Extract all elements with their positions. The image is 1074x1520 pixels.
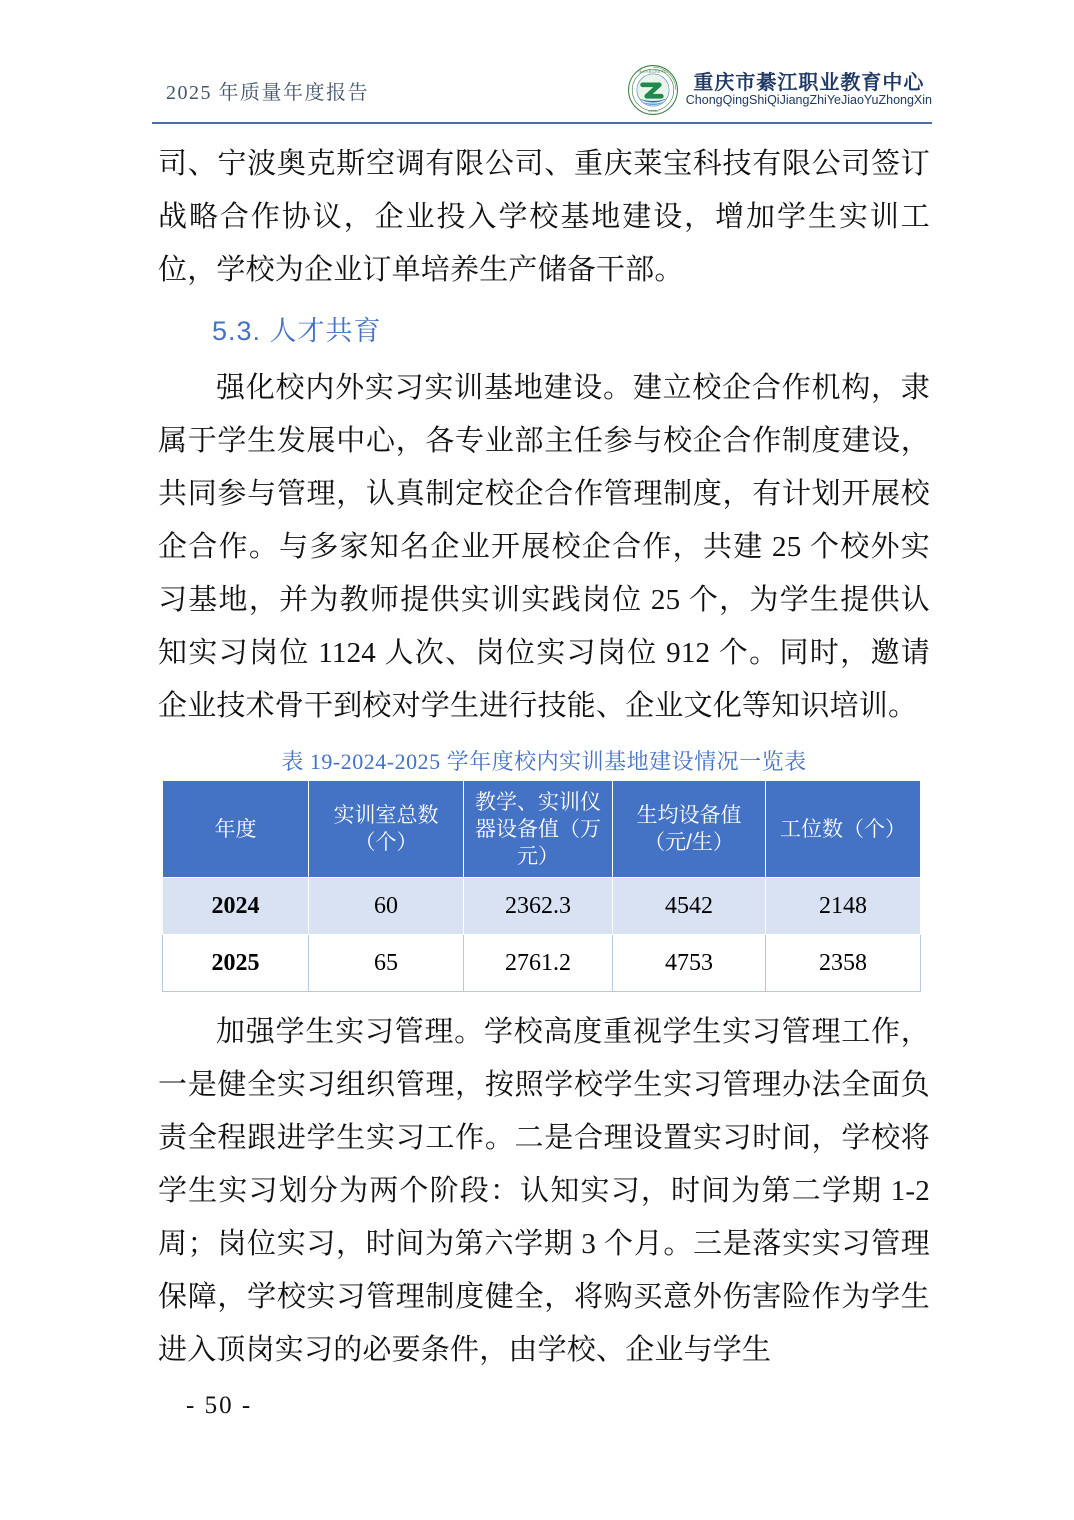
table-header-row bbox=[163, 781, 921, 878]
cell-equipment-value: 2362.3 bbox=[464, 878, 613, 935]
school-name-cn: 重庆市綦江职业教育中心 bbox=[693, 71, 925, 94]
page-number: - 50 - bbox=[186, 1392, 253, 1419]
table-row bbox=[163, 935, 921, 992]
cell-seats: 2148 bbox=[766, 878, 921, 935]
header-report-title: 2025 年质量年度报告 bbox=[166, 82, 369, 104]
svg-text:QIJIANG: QIJIANG bbox=[647, 109, 658, 113]
table-row bbox=[163, 878, 921, 935]
cell-year: 2025 bbox=[163, 935, 309, 992]
training-base-table bbox=[162, 780, 921, 992]
school-emblem-icon bbox=[627, 64, 679, 116]
cell-per-student-value: 4542 bbox=[613, 878, 766, 935]
school-name-pinyin: ChongQingShiQiJiangZhiYeJiaoYuZhongXin bbox=[685, 92, 932, 107]
school-logo bbox=[627, 64, 932, 116]
column-header-seats: 工位数（个） bbox=[766, 781, 921, 878]
cell-year: 2024 bbox=[163, 878, 309, 935]
table-caption: 表 19-2024-2025 学年度校内实训基地建设情况一览表 bbox=[281, 749, 807, 774]
header-divider bbox=[152, 122, 932, 124]
paragraph-internship-management: 加强学生实习管理。学校高度重视学生实习管理工作，一是健全实习组织管理，按照学校学生实习管理办法全面负责全程跟进学生实习工作。二是合理设置实习时间，学校将学生实习划分为两个阶段：认知实习，时间为第二学期 1-2 周；岗位实习，时间为第六学期 3 个月。三是落实实习管理保障，学校实习管理制度健全，将购买意外伤害险作为学生进入顶岗实习的必要条件，由学校、企业与学生 bbox=[158, 1016, 930, 1366]
cell-rooms: 60 bbox=[309, 878, 464, 935]
svg-text:重庆市綦江职教中心: 重庆市綦江职教中心 bbox=[638, 69, 667, 74]
cell-per-student-value: 4753 bbox=[613, 935, 766, 992]
cell-rooms: 65 bbox=[309, 935, 464, 992]
page-content bbox=[158, 138, 930, 1377]
column-header-perstudent: 生均设备值（元/生） bbox=[613, 781, 766, 878]
paragraph-continued: 司、宁波奥克斯空调有限公司、重庆莱宝科技有限公司签订战略合作协议，企业投入学校基地建设，增加学生实训工位，学校为企业订单培养生产储备干部。 bbox=[158, 148, 930, 286]
column-header-equipment: 教学、实训仪器设备值（万元） bbox=[464, 781, 613, 878]
cell-equipment-value: 2761.2 bbox=[464, 935, 613, 992]
cell-seats: 2358 bbox=[766, 935, 921, 992]
column-header-rooms: 实训室总数（个） bbox=[309, 781, 464, 878]
paragraph-talent-cultivation: 强化校内外实习实训基地建设。建立校企合作机构，隶属于学生发展中心，各专业部主任参与校企合作制度建设，共同参与管理，认真制定校企合作管理制度，有计划开展校企合作。与多家知名企业开展校企合作，共建 25 个校外实习基地，并为教师提供实训实践岗位 25 个，为学生提供认知实习岗位 1124 人次、岗位实习岗位 912 个。同时，邀请企业技术骨干到校对学生进行技能、企业文化等知识培训。 bbox=[158, 372, 930, 722]
section-heading-5-3: 5.3. 人才共育 bbox=[212, 316, 382, 346]
column-header-year: 年度 bbox=[163, 781, 309, 878]
page-header bbox=[152, 62, 932, 124]
